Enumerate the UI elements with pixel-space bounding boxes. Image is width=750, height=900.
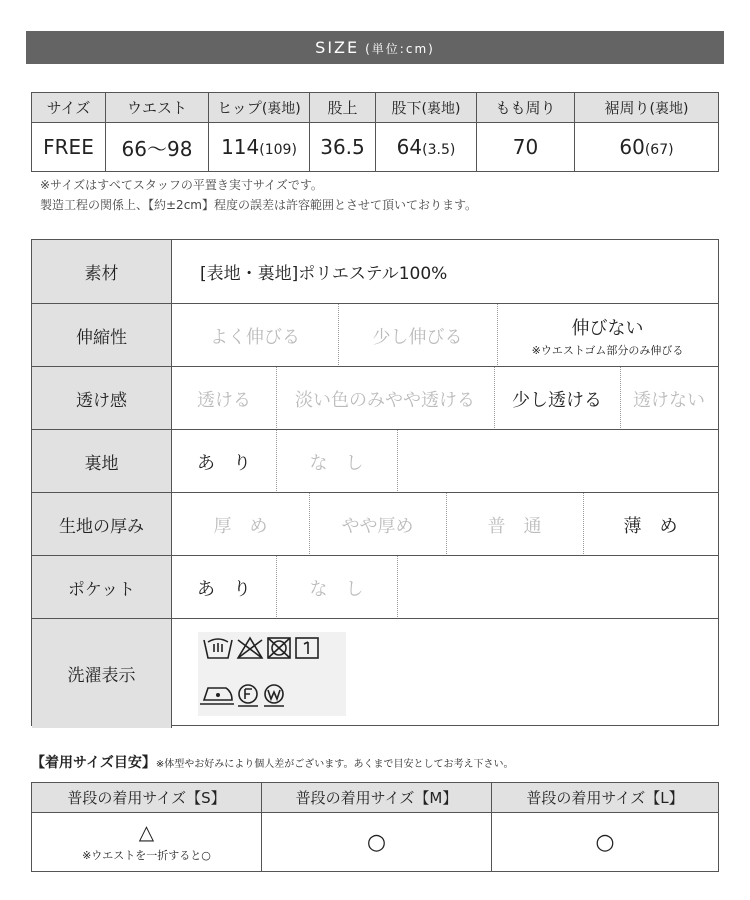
fit-cell-s xyxy=(32,813,262,872)
material-value: [表地・裏地]ポリエステル100% xyxy=(200,264,448,284)
thickness-option: 普 通 xyxy=(446,493,584,556)
circle-mark: ○ xyxy=(595,829,615,855)
size-notes xyxy=(40,175,477,215)
sheer-option: 透けない xyxy=(633,389,705,411)
fit-header: 普段の着用サイズ【M】 xyxy=(262,783,492,813)
size-header: ヒップ(裏地) xyxy=(209,93,310,123)
hang-dry-icon xyxy=(296,638,318,658)
spec-row-sheer xyxy=(32,366,718,430)
stretch-note: ※ウエストゴム部分のみ伸びる xyxy=(531,343,684,357)
dry-clean-f-icon xyxy=(238,685,258,706)
size-value: 70 xyxy=(477,123,575,172)
fit-cell-m xyxy=(262,813,492,872)
iron-low-icon xyxy=(200,688,234,704)
size-value: 66〜98 xyxy=(106,123,209,172)
size-value: 60(67) xyxy=(575,123,719,172)
spec-row-thickness xyxy=(32,492,718,556)
no-tumble-dry-icon xyxy=(268,638,290,658)
fit-guide-table xyxy=(31,782,719,872)
spec-label: 生地の厚み xyxy=(32,493,172,556)
sheer-option-selected: 少し透ける xyxy=(494,367,621,430)
stretch-option: 少し伸びる xyxy=(338,304,498,367)
pocket-option-selected: あ り xyxy=(172,556,277,619)
spec-row-pocket xyxy=(32,555,718,619)
fit-header: 普段の着用サイズ【L】 xyxy=(492,783,719,813)
banner-title: SIZE xyxy=(315,38,360,57)
size-header: 股上 xyxy=(310,93,376,123)
sheer-option: 淡い色のみやや透ける xyxy=(276,367,495,430)
stretch-option-selected xyxy=(497,304,718,367)
triangle-mark: △ xyxy=(138,820,155,844)
stretch-selected-label: 伸びない xyxy=(571,317,644,339)
note-line: ※サイズはすべてスタッフの平置き実寸サイズです。 xyxy=(40,178,323,192)
circle-mark: ○ xyxy=(366,829,387,855)
thickness-option: やや厚め xyxy=(309,493,447,556)
size-value: FREE xyxy=(32,123,106,172)
spec-row-stretch xyxy=(32,303,718,367)
hand-wash-icon xyxy=(204,639,232,658)
wash-symbols xyxy=(198,632,346,716)
size-header: 裾周り(裏地) xyxy=(575,93,719,123)
sheer-option: 透ける xyxy=(172,367,277,430)
lining-option-selected: あ り xyxy=(172,430,277,493)
wet-clean-w-icon xyxy=(264,685,284,706)
thickness-option-selected: 薄 め xyxy=(623,515,678,537)
wash-symbols-cell xyxy=(172,619,718,728)
no-bleach-icon xyxy=(238,638,262,658)
spec-row-material xyxy=(32,240,718,303)
size-value: 64(3.5) xyxy=(376,123,477,172)
size-header: ウエスト xyxy=(106,93,209,123)
size-table xyxy=(31,92,719,172)
fit-s-note: ※ウエストを一折すると○ xyxy=(82,849,211,862)
fit-cell-l xyxy=(492,813,719,872)
spec-label: 裏地 xyxy=(32,430,172,493)
fit-guide-title: 【着用サイズ目安】 xyxy=(31,755,156,771)
size-header: サイズ xyxy=(32,93,106,123)
fit-header-row xyxy=(32,783,719,813)
pocket-option: な し xyxy=(276,556,398,619)
spec-label: 伸縮性 xyxy=(32,304,172,367)
spec-table xyxy=(31,239,719,726)
size-header-row xyxy=(32,93,719,123)
fit-guide-heading xyxy=(31,752,513,772)
note-line: 製造工程の関係上、【約±2cm】程度の誤差は許容範囲とさせて頂いております。 xyxy=(40,198,478,212)
size-value-row xyxy=(32,123,719,172)
fit-guide-subtitle: ※体型やお好みにより個人差がございます。あくまで目安としてお考え下さい。 xyxy=(155,759,514,770)
spec-row-lining xyxy=(32,429,718,493)
size-value: 36.5 xyxy=(310,123,376,172)
lining-option: な し xyxy=(276,430,398,493)
fit-header: 普段の着用サイズ【S】 xyxy=(32,783,262,813)
size-header: 股下(裏地) xyxy=(376,93,477,123)
spec-label: ポケット xyxy=(32,556,172,619)
thickness-option: 厚 め xyxy=(172,493,310,556)
spec-row-wash xyxy=(32,618,718,728)
banner-unit: (単位:cm) xyxy=(365,42,435,56)
size-banner xyxy=(26,31,724,64)
size-value: 114(109) xyxy=(209,123,310,172)
spec-label: 洗濯表示 xyxy=(32,619,172,728)
fit-value-row xyxy=(32,813,719,872)
spec-label: 素材 xyxy=(32,240,172,303)
spec-label: 透け感 xyxy=(32,367,172,430)
size-header: もも周り xyxy=(477,93,575,123)
stretch-option: よく伸びる xyxy=(172,304,339,367)
